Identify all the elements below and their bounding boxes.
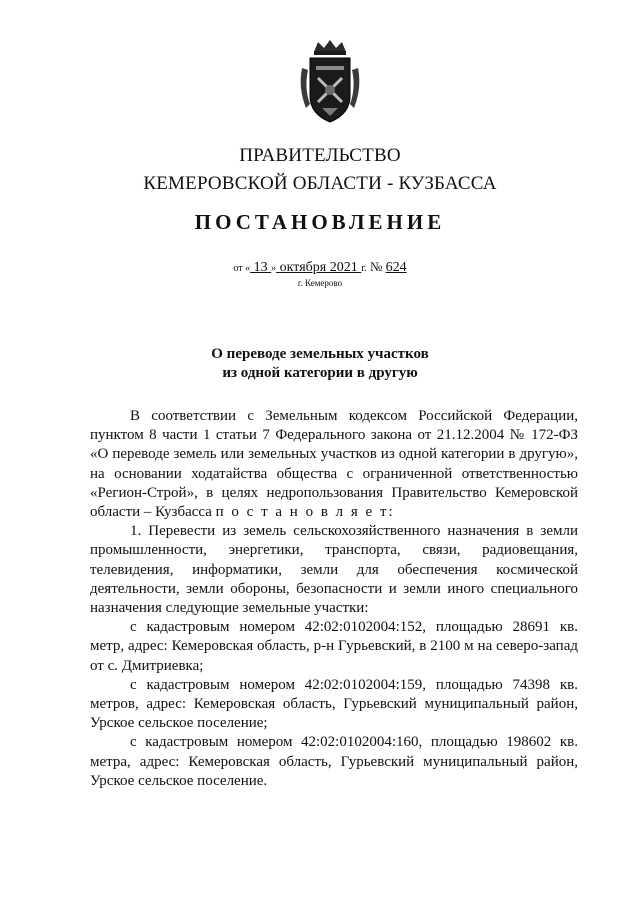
date-month-year: октября 2021	[276, 260, 362, 275]
date-from-label: от «	[233, 263, 251, 274]
document-number: 624	[385, 260, 407, 275]
land-plot-1: с кадастровым номером 42:02:0102004:152, площадью 28691 кв. метр, адрес: Кемеровская область, р-н Гурьевский, в 2100 м на северо-запад от с. Дмитриевка;	[90, 619, 578, 674]
preamble-paragraph	[90, 407, 578, 522]
document-title	[0, 345, 640, 383]
decree-word: п о с т а н о в л я е т	[215, 504, 389, 521]
title-line2: из одной категории в другую	[222, 365, 418, 381]
date-day-close: »	[271, 263, 277, 274]
land-plot-3: с кадастровым номером 42:02:0102004:160, площадью 198602 кв. метра, адрес: Кемеровская область, Гурьевский муниципальный район, Урское сельское поселение.	[90, 734, 578, 789]
number-label: №	[366, 259, 386, 274]
document-city: г. Кемерово	[297, 278, 343, 288]
title-line1: О переводе земельных участков	[211, 346, 429, 362]
date-day: 13	[250, 260, 272, 275]
government-name-line2: КЕМЕРОВСКОЙ ОБЛАСТИ - КУЗБАССА	[143, 173, 497, 194]
date-year-suffix: г.	[361, 263, 367, 274]
government-name-line1: ПРАВИТЕЛЬСТВО	[239, 145, 401, 166]
document-body	[90, 407, 578, 791]
preamble-end: :	[388, 504, 393, 521]
document-date-number	[0, 259, 640, 276]
item-1-paragraph: 1. Перевести из земель сельскохозяйственного назначения в земли промышленности, энергетики, транспорта, связи, радиовещания, телевидения, информатики, земли для обеспечения космической деятельности, земли обороны, безопасности и земли иного специального назначения следующие земельные участки:	[90, 523, 578, 617]
land-plot-2: с кадастровым номером 42:02:0102004:159, площадью 74398 кв. метров, адрес: Кемеровская область, Гурьевский муниципальный район, Урское сельское поселение;	[90, 676, 578, 732]
document-type: ПОСТАНОВЛЕНИЕ	[194, 210, 446, 234]
preamble-text: В соответствии с Земельным кодексом Российской Федерации, пунктом 8 части 1 статьи 7 Федерального закона от 21.12.2004 № 172-ФЗ «О переводе земель или земельных участков из одной категории в другую», на основании ходатайства общества с ограниченной ответственностью «Регион-Строй», в целях недропользования Правительство Кемеровской области – Кузбасса	[90, 408, 578, 521]
coat-of-arms-icon	[298, 38, 362, 126]
